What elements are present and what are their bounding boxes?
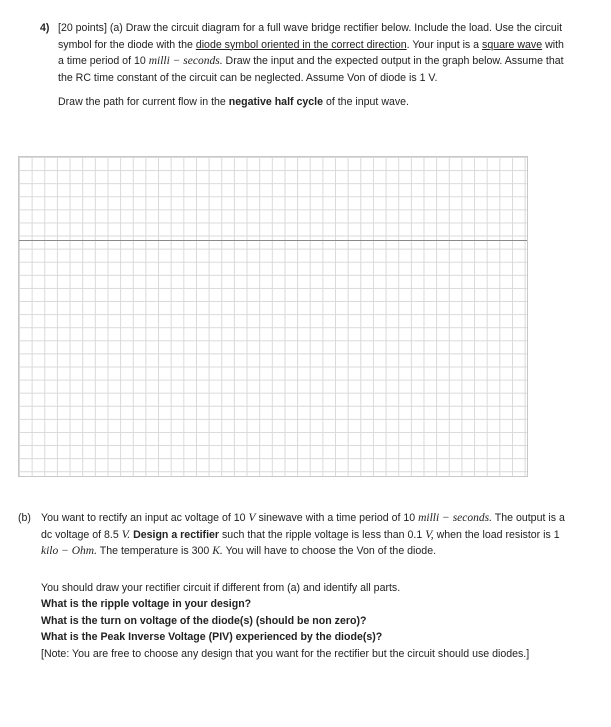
part-a-label: (a) <box>109 22 123 34</box>
question-turn-on: What is the turn on voltage of the diode(s) (should be non zero)? <box>41 614 367 627</box>
square-wave-text: square wave <box>482 38 543 51</box>
note: [Note: You are free to choose any design that you want for the rectifier but the circuit should use diodes.] <box>41 647 530 660</box>
part-a-text: [20 points] (a) Draw the circuit diagram for a full wave bridge rectifier below. Include the load. Use the circuit symbol for the diode with the diode symbol oriented in the correct direction. Your input is a square wave with a time period of 10 milli − seconds. Draw the input and the expected output in the graph below. Assume that the RC time constant of the circuit can be neglected. Assume Von of diode is 1 V. Draw the path for current flow in the negative half cycle of the input wave. <box>58 20 570 111</box>
points: [20 points] <box>58 22 107 34</box>
part-b <box>18 510 578 662</box>
question-4-part-a <box>40 20 570 111</box>
part-b-text: You want to rectify an input ac voltage of 10 V sinewave with a time period of 10 milli − seconds. The output is a dc voltage of 8.5 V. Design a rectifier such that the ripple voltage is less than 0.1 V, when the load resistor is 1 kilo − Ohm. The temperature is 300 K. You will have to choose the Von of the diode. <box>41 512 565 557</box>
question-number: 4) <box>40 22 50 34</box>
time-axis <box>19 240 527 241</box>
diode-orientation-text: diode symbol oriented in the correct direction <box>195 38 407 51</box>
instruction: You should draw your rectifier circuit if different from (a) and identify all parts. <box>41 581 401 594</box>
graph-grid[interactable] <box>18 156 528 477</box>
question-ripple: What is the ripple voltage in your design? <box>41 598 252 610</box>
part-b-label: (b) <box>18 512 31 524</box>
part-b-questions <box>41 580 578 663</box>
question-piv: What is the Peak Inverse Voltage (PIV) experienced by the diode(s)? <box>41 631 383 643</box>
part-a-instruction: Draw the path for current flow in the negative half cycle of the input wave. <box>58 96 409 108</box>
